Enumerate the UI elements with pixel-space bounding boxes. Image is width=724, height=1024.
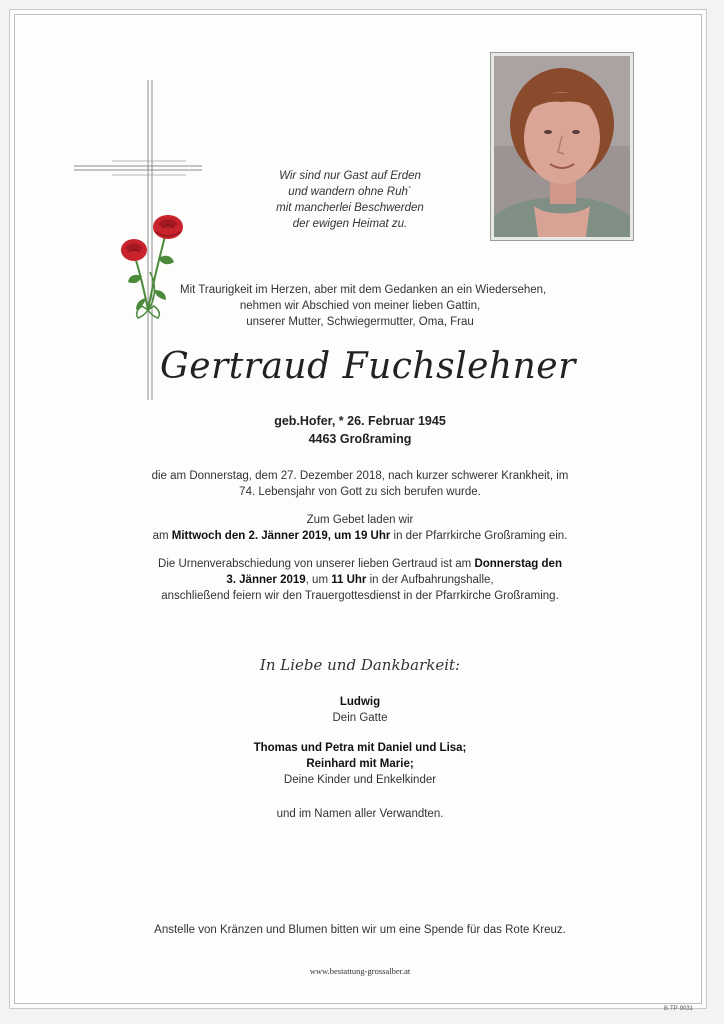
mourner-spouse (160, 694, 560, 726)
poem-line: und wandern ohne Ruh` (288, 186, 412, 198)
donation-request: Anstelle von Kränzen und Blumen bitten wir um eine Spende für das Rote Kreuz. (154, 924, 566, 936)
prayer-line: Zum Gebet laden wir (306, 514, 414, 526)
website-link[interactable]: www.bestattung-grossalber.at (309, 966, 411, 976)
deceased-name: Gertraud Fuchslehner (160, 346, 576, 387)
prayer-notice (150, 512, 570, 544)
farewell-notice (150, 556, 570, 604)
death-line: 74. Lebensjahr von Gott zu sich berufen wurde. (239, 486, 481, 498)
portrait-image (494, 56, 630, 237)
prayer-line: am Mittwoch den 2. Jänner 2019, um 19 Uhr in der Pfarrkirche Großraming ein. (152, 530, 568, 542)
children-line: Thomas und Petra mit Daniel und Lisa; (253, 742, 467, 754)
intro-line: Mit Traurigkeit im Herzen, aber mit dem Gedanken an ein Wiedersehen, (180, 284, 547, 296)
death-line: die am Donnerstag, dem 27. Dezember 2018, nach kurzer schwerer Krankheit, im (151, 470, 569, 482)
farewell-line: 3. Jänner 2019, um 11 Uhr in der Aufbahrungshalle, (226, 574, 494, 586)
print-code: B·TP·9031 (664, 1006, 694, 1012)
farewell-line: Die Urnenverabschiedung von unserer lieben Gertraud ist am Donnerstag den (158, 558, 562, 570)
intro-line: unserer Mutter, Schwiegermutter, Oma, Frau (246, 316, 474, 328)
birth-info (200, 412, 520, 448)
birth-line: geb.Hofer, * 26. Februar 1945 (274, 414, 446, 428)
intro-text (180, 282, 547, 330)
portrait-photo (490, 52, 634, 241)
poem (250, 168, 450, 232)
mourner-children (160, 740, 560, 788)
closing-heading: In Liebe und Dankbarkeit: (259, 656, 461, 674)
death-notice (150, 468, 570, 500)
poem-line: Wir sind nur Gast auf Erden (279, 170, 421, 182)
spouse-relation: Dein Gatte (332, 712, 388, 724)
poem-line: mit mancherlei Beschwerden (276, 202, 424, 214)
rose-icon (153, 215, 183, 239)
place-line: 4463 Großraming (308, 432, 412, 446)
poem-line: der ewigen Heimat zu. (292, 218, 408, 230)
farewell-line: anschließend feiern wir den Trauergottesdienst in der Pfarrkirche Großraming. (161, 590, 559, 602)
children-line: Reinhard mit Marie; (306, 758, 414, 770)
rose-icon (121, 239, 147, 261)
spouse-name: Ludwig (339, 696, 381, 708)
relatives-line: und im Namen aller Verwandten. (276, 808, 444, 820)
intro-line: nehmen wir Abschied von meiner lieben Gattin, (239, 300, 481, 312)
children-relation: Deine Kinder und Enkelkinder (283, 774, 437, 786)
mourner-relatives (160, 806, 560, 822)
